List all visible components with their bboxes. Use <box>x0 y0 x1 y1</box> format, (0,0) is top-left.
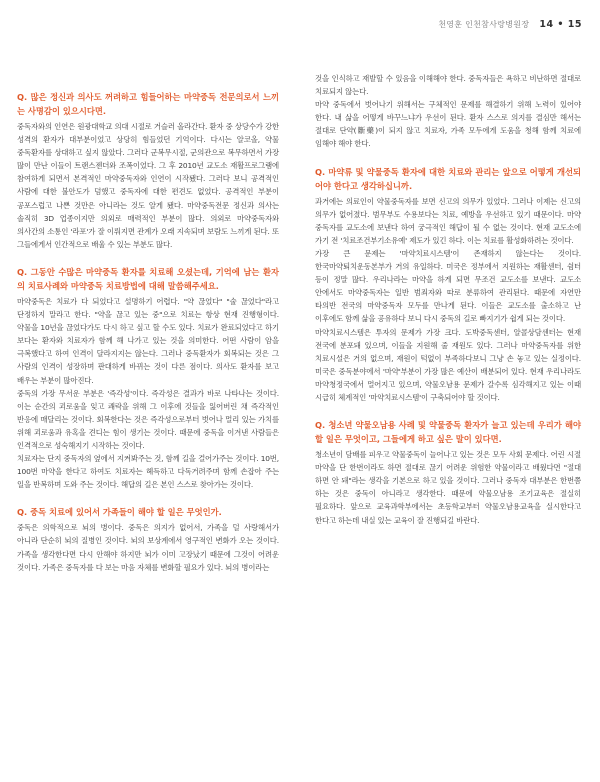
answer-paragraph: 과거에는 의료인이 약물중독자를 보면 신고의 의무가 있었다. 그러나 이제는 신고의 의무가 없어졌다. 범무부도 수용보다는 치료, 예방을 우선하고 있기 때문이다. 마약 중독자를 교도소에 보낸다 하여 궁극적인 해답이 될 수 없는 것이다. 현재 교도소에 가기 전 '치료조건부기소유예' 제도가 있긴 하다. 이는 치료를 활성화하려는 것이다. <box>315 196 581 245</box>
answer-paragraph: 가장 큰 문제는 '마약치료시스템'이 존재하지 않는다는 것이다. 한국마약퇴치운동본부가 거의 유일하다. 미국은 정부에서 지원하는 재활센터, 쉼터 등이 정말 많다. 우리나라는 마약을 하게 되면 무조건 교도소를 보낸다. 교도소 안에서도 마약중독자는 일반 범죄자와 따로 분류하여 관리된다. 때문에 자연만 타의반 전국의 마약중독자 모두를 만나게 된다. 이들은 교도소를 출소하고 난 이후에도 함께 삶을 공유하다 보니 다시 중독의 길로 빠지기가 쉽게 되는 것이다. <box>315 248 581 324</box>
qa-block <box>17 265 279 491</box>
qa-block <box>17 505 279 573</box>
question-heading: Q. 마약류 및 약물중독 환자에 대한 치료와 관리는 앞으로 어떻게 개선되어야 한다고 생각하십니까. <box>315 166 581 191</box>
question-heading: Q. 청소년 약물오남용 사례 및 약물중독 환자가 늘고 있는데 우리가 해야 할 일은 무엇이고, 그들에게 하고 싶은 말이 있다면. <box>315 420 581 445</box>
answer-paragraph: 마약중독은 치료가 다 되었다고 설명하기 어렵다. "약 끊었다" "술 끊었다"라고 단정하지 말라고 한다. "약을 끊고 있는 중"으로 치료는 항상 현재 진행형이다. 약물을 10년을 끊었다가도 다시 하고 싶고 할 수도 있다. 치료가 완료되었다고 하기 보다는 환자와 치료자가 함께 해 나가고 있는 것을 의미한다. 어떤 사람이 암을 극복했다고 하여 인격이 달라지지는 않는다. 그러나 중독환자가 회복되는 것은 그 사람의 인격이 성장하며 판대하게 바뀌는 것이 다른 점이다. 의사도 환자를 보고 배우는 부분이 많아진다. <box>17 296 279 385</box>
qa-block <box>315 72 581 151</box>
qa-block <box>315 418 581 527</box>
question-heading: Q. 그동안 수많은 마약중독 환자를 치료해 오셨는데, 기억에 남는 환자의 치료사례와 마약중독 치료방법에 대해 말씀해주세요. <box>17 266 279 291</box>
page-numbers: 14 • 15 <box>539 19 582 30</box>
question-heading: Q. 많은 정신과 의사도 꺼려하고 힘들어하는 마약중독 전문의로서 느끼는 사명감이 있으시다면. <box>17 92 279 116</box>
left-column <box>17 90 279 588</box>
page-header <box>438 19 582 30</box>
answer-paragraph: 청소년이 담배를 피우고 약물중독이 늘어나고 있는 것은 모두 사회 문제다. 어린 시절 마약을 단 한번이라도 하면 절대로 끊기 어려운 위험한 약물이라고 배웠다면 "절대 하면 안 돼"라는 생각을 기본으로 하고 있을 것이다. 그러나 중독자 대부분은 한번쯤 하는 것은 중독이 아니라고 생각한다. 때문에 약물오남용 조기교육은 절실히 필요하다. 앞으로 교육과학부에서는 초등학교부터 약물오남용교육을 실시한다고 한다고 하는데 내실 있는 교육이 잘 진행되길 바란다. <box>315 450 581 525</box>
question-heading: Q. 중독 치료에 있어서 가족들이 해야 할 일은 무엇인가. <box>17 507 222 518</box>
qa-block <box>315 165 581 405</box>
header-title: 천영훈 인천참사랑병원장 <box>438 20 530 29</box>
right-column <box>315 72 581 541</box>
answer-paragraph: 것을 인식하고 재발할 수 있음을 이해해야 한다. 중독자들은 욕하고 비난하면 절대로 치료되지 않는다. <box>315 74 581 97</box>
answer-paragraph: 중독의 가장 무서운 부분은 '즉각성'이다. 즉각성은 결과가 바로 나타나는 것이다. 이는 순간의 괴로움을 잊고 쾌락을 위해 그 이후에 것들을 잃어버린 채 즉각적인 반응에 매달리는 것이다. 회복한다는 것은 즉각성으로부터 벗어나 멀리 있는 가치를 위해 괴로움과 유혹을 견디는 힘이 생기는 것이다. 때문에 중독을 이겨낸 사람들은 인격적으로 성숙해지기 시작하는 것이다. <box>17 388 279 450</box>
answer-paragraph: 중독은 의학적으로 뇌의 병이다. 중독은 의지가 없어서, 가족을 덜 사랑해서가 아니라 단순히 뇌의 질병인 것이다. 뇌의 보상계에서 영구적인 변화가 오는 것이다. 가족을 생각한다면 다시 안해야 하지만 뇌가 이미 고장났기 때문에 그것이 어려운 것이다. 가족은 중독자를 다 보는 마음 자체를 변화할 필요가 있다. 뇌의 병이라는 <box>17 523 279 572</box>
answer-paragraph: 마약 중독에서 벗어나기 위해서는 구체적인 문제를 해결하기 위해 노력이 있어야 한다. 내 삶을 어떻게 바꾸느냐가 우선이 된다. 환자 스스로 의지를 결심만 해서는 절대로 단약(斷藥)이 되지 않고 치료자, 가족 모두에게 도움을 청해 함께 치료에 임해야 해야 한다. <box>315 100 581 149</box>
qa-block <box>17 90 279 251</box>
answer-paragraph: 중독자와의 인연은 원광대학교 의대 시절로 거슬러 올라간다. 환자 중 상당수가 강한 성격의 환자가 대부분이었고 상당히 힘들었던 기억이다. 다시는 알코올, 약물 중독환자를 상대하고 싶지 않았다. 그러다 군복무시절, 군의관으로 복무하면서 가장 많이 만난 이들이 트랜스젠더와 조폭이었다. 그 후 2010년 교도소 재활프로그램에 참여하게 되면서 본격적인 마약중독자와 인연이 시작됐다. 그러다 보니 공격적인 사람에 대한 불안도가 덤했고 중독자에 대한 편견도 없었다. 공격적인 부분이 공포스럽고 나쁜 것만은 아니라는 것도 알게 됐다. 마약중독전문 정신과 의사는 솔직히 3D 업종이지만 의외로 매력적인 부분이 많다. 의외로 마약중독자와 의사간의 소통인 '라포'가 잘 이뤄지면 관계가 오래 지속되며 보람도 느끼게 된다. 또 그들에게서 인간적으로 배울 수 있는 부분도 많다. <box>17 122 279 249</box>
answer-paragraph: 치료자는 단지 중독자의 옆에서 지켜봐주는 것, 함께 길을 걸어가주는 것이다. 10번, 100번 마약을 한다고 하여도 치료자는 헤득하고 다독거려주며 함께 손잡아 주는 일을 반복하며 도와 주는 것이다. 해답의 길은 본인 스스로 찾아가는 것이다. <box>17 454 279 490</box>
answer-paragraph: 마약치료시스템은 투자의 문제가 가장 크다. 도박중독센터, 알콜상담센터는 현재 전국에 분포돼 있으며, 이들을 지원해 줄 재원도 있다. 그러나 마약중독자를 위한 치료시설은 거의 없으며, 재원이 턱없이 부족하다보니 그냥 손 놓고 있는 실정이다. 미국은 중독분야에서 '마약'부분이 가장 많은 예산이 배분되어 있다. 현재 우리나라도 마약청정국에서 멀어지고 있으며, 약물오남용 문제가 갈수록 심각해지고 있는 이때 시급히 체계적인 '마약치료시스템'이 구축되어야 할 것이다. <box>315 327 581 402</box>
